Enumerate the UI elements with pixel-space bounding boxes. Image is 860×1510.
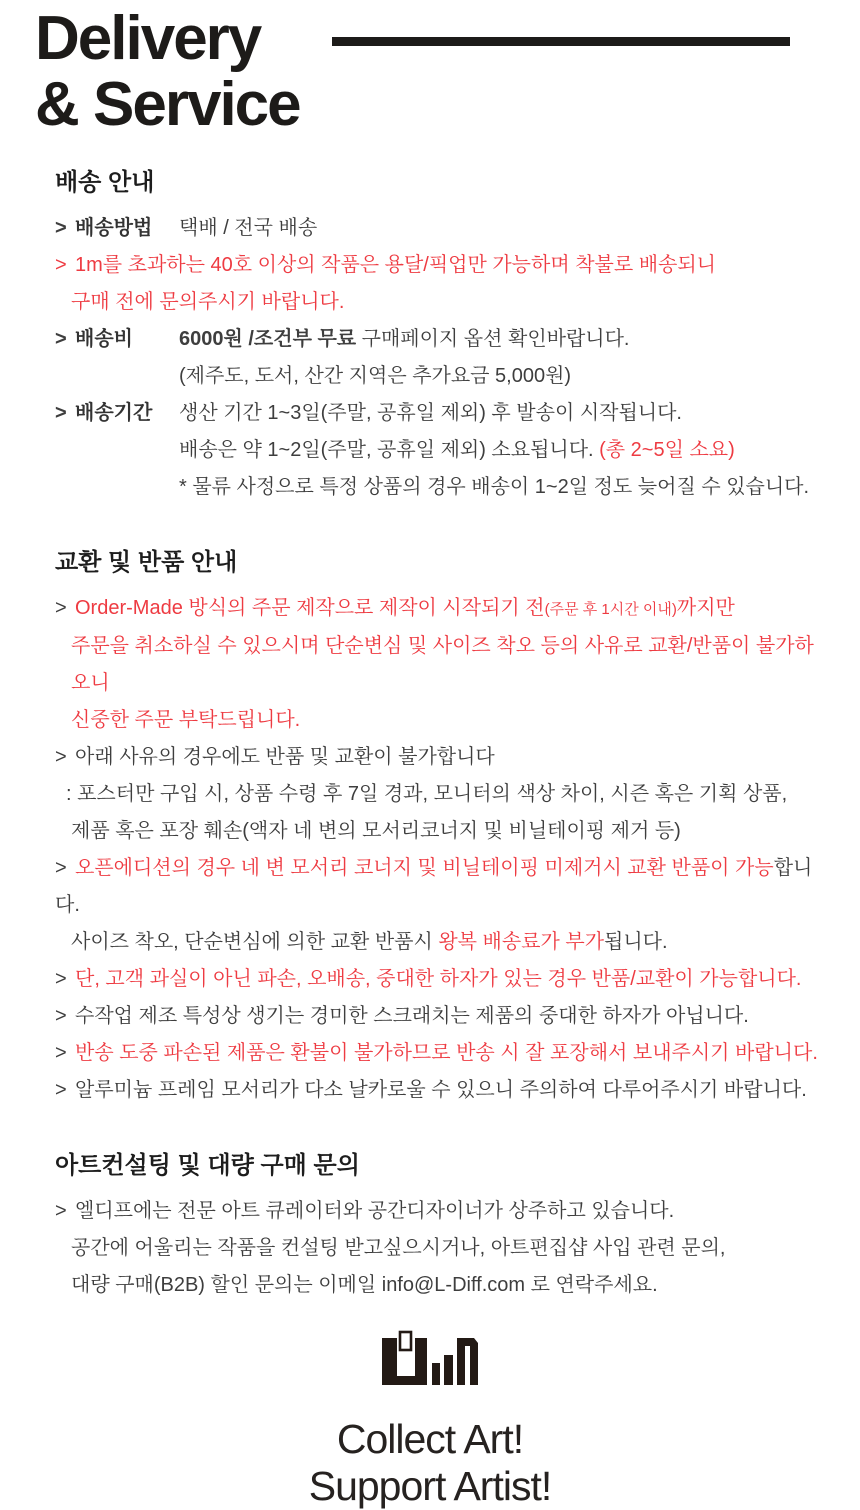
order-made-text3: 신중한 주문 부탁드립니다. [71,709,301,731]
open-edition-line1 [55,850,830,924]
return-shipping-text: 반송 도중 파손된 제품은 환불이 불가하므로 반송 시 잘 포장해서 보내주시기 바랍니다. [75,1042,818,1064]
order-made-text1a: Order-Made 방식의 주문 제작으로 제작이 시작되기 전 [75,597,545,619]
bullet-marker: > [55,746,67,768]
open-edition-black-text: 합니다. [55,857,813,916]
order-made-line2 [55,628,830,702]
delivery-method-label: 배송방법 [75,217,153,239]
delivery-fee-desc: 구매페이지 옵션 확인바랍니다. [356,328,630,350]
delivery-fee-row [55,321,830,358]
damage-exception-text: 단, 고객 과실이 아닌 파손, 오배송, 중대한 하자가 있는 경우 반품/교환이 가능합니다. [75,968,802,990]
bullet-marker: > [55,402,67,424]
oversize-notice-line2 [55,284,830,321]
page-content [0,168,860,1304]
order-made-text2: 주문을 취소하실 수 있으시며 단순변심 및 사이즈 착오 등의 사유로 교환/반품이 불가하오니 [71,635,814,694]
delivery-fee-amount: 6000원 /조건부 무료 [179,328,357,350]
page-title-line2: & Service [35,70,300,139]
delivery-period-total-days: (총 2~5일 소요) [599,439,735,461]
order-made-line3 [55,702,830,739]
no-return-text1: 아래 사유의 경우에도 반품 및 교환이 불가합니다 [75,746,495,768]
bullet-marker: > [55,254,67,276]
bullet-marker: > [55,1005,67,1027]
bullet-marker: > [55,968,67,990]
scratch-notice-text: 수작업 제조 특성상 생기는 경미한 스크래치는 제품의 중대한 하자가 아닙니다. [75,1005,749,1027]
section-exchange-heading: 교환 및 반품 안내 [55,549,238,576]
section-consulting-heading: 아트컨설팅 및 대량 구매 문의 [55,1152,360,1179]
round-trip-text2: 됩니다. [604,931,668,953]
l-diff-logo [382,1330,478,1390]
consulting-line1 [55,1193,830,1230]
delivery-period-line1: 생산 기간 1~3일(주말, 공휴일 제외) 후 발송이 시작됩니다. [179,402,682,424]
open-edition-red-text: 오픈에디션의 경우 네 변 모서리 코너지 및 비닐테이핑 미제거시 교환 반품이 가능 [75,857,774,879]
no-return-line3: 제품 혹은 포장 훼손(액자 네 변의 모서리코너지 및 비닐테이핑 제거 등) [71,820,681,842]
frame-notice-text: 알루미늄 프레임 모서리가 다소 날카로울 수 있으니 주의하여 다루어주시기 바랍니다. [75,1079,807,1101]
bullet-marker: > [55,857,67,879]
delivery-method-row [55,210,830,247]
scratch-notice-line [55,998,830,1035]
bullet-marker: > [55,1079,67,1101]
round-trip-red-text: 왕복 배송료가 부가 [438,931,605,953]
delivery-period-line2-text: 배송은 약 1~2일(주말, 공휴일 제외) 소요됩니다. [179,439,600,461]
no-return-line1 [55,739,830,776]
section-delivery [55,168,830,506]
bullet-marker: > [55,1200,67,1222]
delivery-period-line2 [55,432,830,469]
oversize-notice-text1: 1m를 초과하는 40호 이상의 작품은 용달/픽업만 가능하며 착불로 배송되니 [75,254,716,276]
delivery-fee-label: 배송비 [75,328,133,350]
delivery-period-row [55,395,830,432]
order-made-paren: (주문 후 1시간 이내) [544,601,677,618]
delivery-period-line3: * 물류 사정으로 특정 상품의 경우 배송이 1~2일 정도 늦어질 수 있습니다. [179,476,810,498]
oversize-notice-line1 [55,247,830,284]
order-made-text1c: 까지만 [676,597,735,619]
bullet-marker: > [55,597,67,619]
no-return-line2: : 포스터만 구입 시, 상품 수령 후 7일 경과, 모니터의 색상 차이, 시즌 혹은 기획 상품, [66,783,788,805]
consulting-line3: 대량 구매(B2B) 할인 문의는 이메일 info@L-Diff.com 로 연락주세요. [71,1274,658,1296]
bullet-marker: > [55,217,67,239]
bullet-marker: > [55,328,67,350]
slogan-line2: Support Artist! [308,1463,552,1509]
page-header [0,0,860,138]
oversize-notice-text2: 구매 전에 문의주시기 바랍니다. [71,291,345,313]
consulting-line2: 공간에 어울리는 작품을 컨설팅 받고싶으시거나, 아트편집샵 사입 관련 문의, [71,1237,726,1259]
footer-slogan [0,1416,860,1510]
l-diff-logo-icon [382,1330,478,1385]
bullet-marker: > [55,1042,67,1064]
delivery-period-label: 배송기간 [75,402,153,424]
return-shipping-line [55,1035,830,1072]
page-footer [0,1330,860,1510]
order-made-line1 [55,590,830,628]
round-trip-text1: 사이즈 착오, 단순변심에 의한 교환 반품시 [71,931,439,953]
round-trip-line [55,924,830,961]
page-title-line1: Delivery [35,4,261,73]
delivery-fee-note: (제주도, 도서, 산간 지역은 추가요금 5,000원) [179,365,572,387]
section-exchange [55,548,830,1109]
title-divider-rule [332,37,790,46]
damage-exception-line [55,961,830,998]
section-consulting [55,1151,830,1304]
delivery-method-value: 택배 / 전국 배송 [179,217,318,239]
section-delivery-heading: 배송 안내 [55,169,155,196]
consulting-text1: 엘디프에는 전문 아트 큐레이터와 공간디자이너가 상주하고 있습니다. [75,1200,675,1222]
frame-notice-line [55,1072,830,1109]
slogan-line1: Collect Art! [336,1416,524,1462]
